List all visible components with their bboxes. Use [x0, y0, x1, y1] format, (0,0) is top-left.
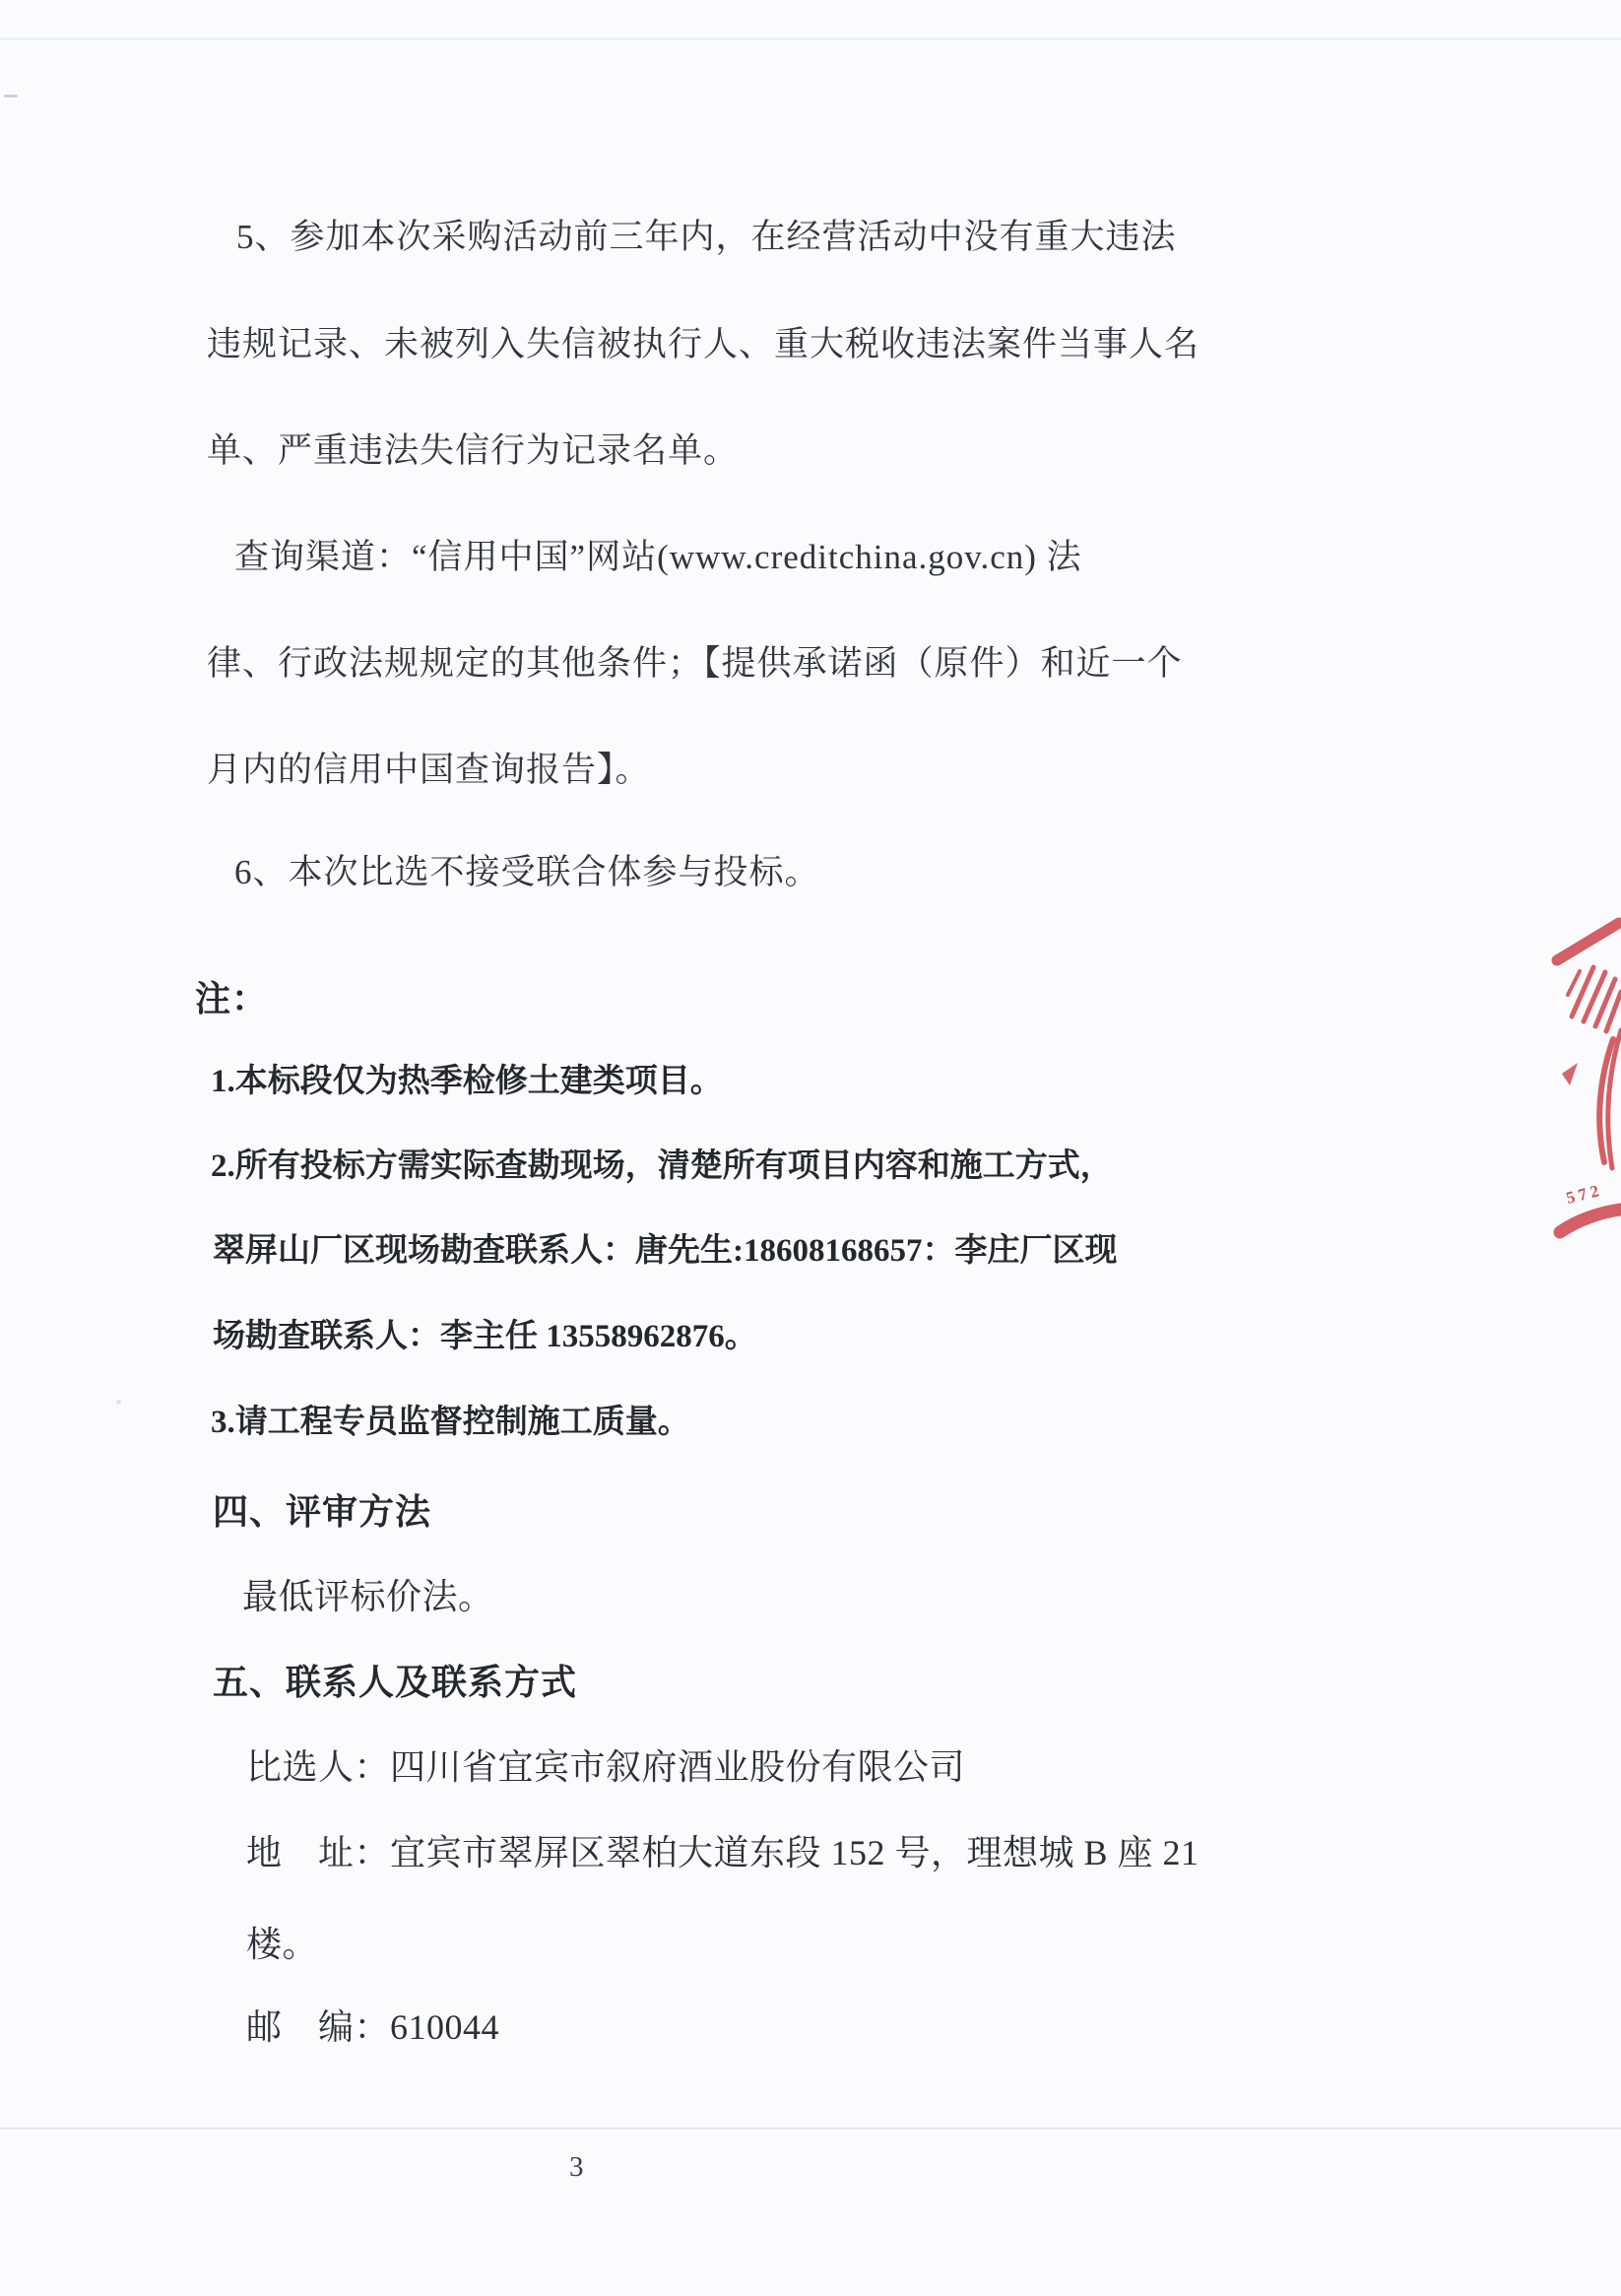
- scan-artifact-line: [0, 37, 1621, 40]
- para-qualification-line-2: 违规记录、未被列入失信被执行人、重大税收违法案件当事人名: [207, 325, 1200, 363]
- note-2-line-2: 翠屏山厂区现场勘查联系人：唐先生:18608168657：李庄厂区现: [213, 1233, 1118, 1269]
- notes-label: 注：: [195, 979, 269, 1018]
- para-credit-check-line-2: 律、行政法规规定的其他条件；【提供承诺函（原件）和近一个: [207, 644, 1183, 683]
- seal-graphic: [1503, 867, 1621, 1261]
- scan-speck: [4, 95, 18, 98]
- para-no-consortium: 6、本次比选不接受联合体参与投标。: [234, 853, 820, 891]
- contact-org-line: 比选人：四川省宜宾市叙府酒业股份有限公司: [246, 1747, 966, 1787]
- para-qualification-line-1: 5、参加本次采购活动前三年内，在经营活动中没有重大违法: [236, 218, 1177, 256]
- section-heading-contact: 五、联系人及联系方式: [213, 1663, 578, 1702]
- note-2-line-1: 2.所有投标方需实际查勘现场，清楚所有项目内容和施工方式，: [211, 1148, 1113, 1184]
- para-credit-check-line-1: 查询渠道：“信用中国”网站(www.creditchina.gov.cn) 法: [234, 538, 1082, 576]
- review-method-value: 最低评标价法。: [242, 1577, 494, 1616]
- para-qualification-line-3: 单、严重违法失信行为记录名单。: [207, 431, 740, 470]
- note-1: 1.本标段仅为热季检修土建类项目。: [211, 1064, 723, 1099]
- scan-speck: [116, 1400, 121, 1405]
- seal-mark: [1562, 1063, 1578, 1085]
- page-number: 3: [569, 2151, 584, 2183]
- seal-code: 572: [1564, 1180, 1605, 1208]
- para-credit-check-line-3: 月内的信用中国查询报告】。: [207, 751, 651, 789]
- contact-address-line-1: 地 址：宜宾市翠屏区翠柏大道东段 152 号，理想城 B 座 21: [246, 1833, 1200, 1872]
- contact-address-line-2: 楼。: [246, 1925, 319, 1964]
- red-company-seal-stamp: [1503, 867, 1621, 1261]
- section-heading-review-method: 四、评审方法: [213, 1492, 432, 1532]
- note-3: 3.请工程专员监督控制施工质量。: [211, 1405, 690, 1440]
- note-2-line-3: 场勘查联系人：李主任 13558962876。: [213, 1319, 757, 1354]
- footer-divider: [0, 2128, 1621, 2130]
- contact-postcode-line: 邮 编：610044: [246, 2007, 500, 2047]
